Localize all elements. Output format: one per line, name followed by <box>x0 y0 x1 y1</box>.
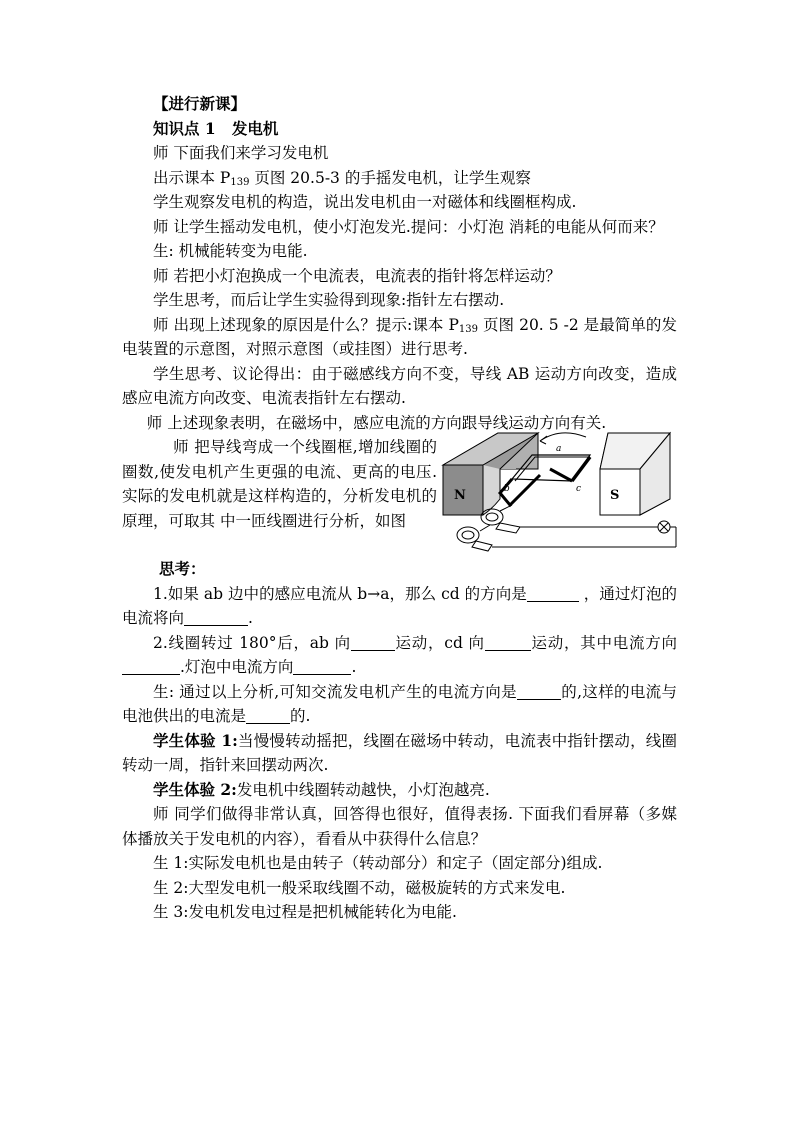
para-t12: 师 同学们做得非常认真，回答得也很好，值得表扬. 下面我们看屏幕（多媒体播放关于发电机的内容），看看从中获得什么信息？ <box>122 805 677 848</box>
para-t6: 师 若把小灯泡换成一个电流表，电流表的指针将怎样运动？ <box>153 266 561 285</box>
q2-blank-2[interactable] <box>485 634 531 651</box>
figure-row <box>122 435 677 557</box>
t11-part-b: 中一匝线圈进行分析，如图 <box>219 511 406 530</box>
external-circuit <box>492 527 676 547</box>
t11-part-a: 师 把导线弯成一个线圈框,增加线圈的圈数,使发电机产生更强的电流、更高的电压.实际的发电机就是这样构造的，分析发电机的原理，可取其 <box>122 438 437 530</box>
t2-part-a: 出示课本 P <box>153 168 231 187</box>
experience-2-label: 学生体验 2: <box>153 779 237 799</box>
q2-blank-4[interactable] <box>293 658 351 675</box>
t8-part-a: 师 出现上述现象的原因是什么？提示:课本 P <box>153 315 459 334</box>
question-1 <box>122 582 677 631</box>
t2-subscript: 139 <box>230 176 250 188</box>
experience-2-text: 发电机中线圈转动越快，小灯泡越亮. <box>236 780 490 799</box>
label-c: c <box>576 484 582 494</box>
t2-part-b: 页图 20.5-3 的手摇发电机，让学生观察 <box>249 168 531 187</box>
rotation-arrowhead <box>540 436 547 444</box>
kp-label: 知识点 1 <box>153 118 216 138</box>
s-text-a: 生: 通过以上分析,可知交流发电机产生的电流方向是 <box>153 682 517 701</box>
q2-text-c: 运动，其中电流方向 <box>530 633 677 652</box>
generator-diagram-svg <box>440 429 680 557</box>
para-t7: 学生思考，而后让学生实验得到现象:指针左右摆动. <box>153 291 505 309</box>
q2-blank-3[interactable] <box>122 658 180 675</box>
q1-blank-1[interactable] <box>527 585 579 602</box>
para-t9: 学生思考、议论得出：由于磁感线方向不变，导线 AB 运动方向改变，造成感应电流方向改变、电流表指针左右摆动. <box>122 364 677 407</box>
s-text-c: 的. <box>290 707 311 725</box>
north-label: N <box>454 488 466 503</box>
experience-2 <box>122 778 677 803</box>
s-blank-2[interactable] <box>246 707 290 724</box>
para-t2 <box>122 166 677 191</box>
section-heading-text: 【进行新课】 <box>153 94 247 113</box>
q1-blank-2[interactable] <box>184 609 248 626</box>
q2-text-b: 运动，cd 向 <box>394 633 485 652</box>
kp-title: 发电机 <box>231 118 279 138</box>
generator-diagram <box>440 429 680 557</box>
label-a: a <box>556 444 562 454</box>
q2-text-a: 2.线圈转过 180°后，ab 向 <box>153 633 351 652</box>
student-1: 生 1:实际发电机也是由转子（转动部分）和定子（固定部分)组成. <box>153 854 603 872</box>
rotation-arrow <box>540 433 586 441</box>
q2-blank-1[interactable] <box>351 634 395 651</box>
para-t5: 生: 机械能转变为电能. <box>153 242 308 260</box>
experience-1-text: 当慢慢转动摇把，线圈在磁场中转动，电流表中指针摆动，线圈转动一周，指针来回摆动两次. <box>122 731 677 774</box>
t8-subscript: 139 <box>458 323 478 335</box>
s-blank-1[interactable] <box>517 683 561 700</box>
para-t1: 师 下面我们来学习发电机 <box>153 144 329 162</box>
student-2: 生 2:大型发电机一般采取线圈不动，磁极旋转的方式来发电. <box>153 878 566 897</box>
q1-text-b: ，通过灯泡的电流将向 <box>122 584 677 627</box>
para-t11 <box>122 435 437 533</box>
question-2 <box>122 631 677 680</box>
bulb-icon <box>658 521 670 533</box>
knowledge-point-heading <box>122 117 677 142</box>
label-b: b <box>504 484 510 494</box>
para-t10: 师 上述现象表明，在磁场中，感应电流的方向跟导线运动方向有关. <box>146 413 607 432</box>
section-heading <box>122 92 677 117</box>
student-answer <box>122 680 677 729</box>
document-page <box>122 92 677 925</box>
t8-part-b: 页图 20. 5 -2 是最简单的发电装置的示意图，对照示意图（或挂图）进行思考. <box>122 315 677 358</box>
q1-text-c: . <box>248 609 253 627</box>
para-t3: 学生观察发电机的构造，说出发电机由一对磁体和线圈框构成. <box>153 193 577 211</box>
think-heading: 思考： <box>159 559 206 578</box>
q2-text-e: . <box>351 658 357 676</box>
figure-side-text <box>122 435 437 533</box>
experience-1-label: 学生体验 1: <box>153 730 238 750</box>
para-t8 <box>122 313 677 362</box>
experience-1 <box>122 729 677 778</box>
q1-text-a: 1.如果 ab 边中的感应电流从 b→a，那么 cd 的方向是 <box>153 584 527 603</box>
q2-text-d: .灯泡中电流方向 <box>180 658 294 676</box>
para-t4: 师 让学生摇动发电机，使小灯泡发光.提问：小灯泡 消耗的电能从何而来？ <box>153 217 664 236</box>
s-text-b: 的,这样的电流与电池供出的电流是 <box>122 682 678 725</box>
student-3: 生 3:发电机发电过程是把机械能转化为电能. <box>153 903 457 921</box>
south-label: S <box>610 488 620 503</box>
